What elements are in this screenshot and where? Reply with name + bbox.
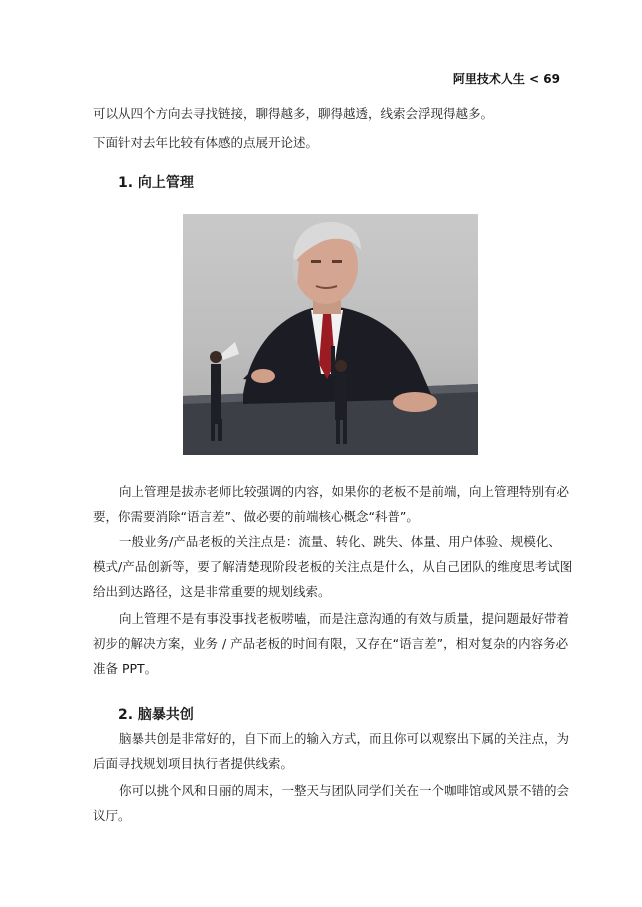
section-heading-brainstorm: 2. 脑暴共创 [118,707,194,723]
section1-paragraph-1: 向上管理是拔赤老师比较强调的内容，如果你的老板不是前端，向上管理特别有必要，你需要消除“语言差”、做必要的前端核心概念“科普”。 [93,484,570,524]
section1-paragraph-2: 一般业务/产品老板的关注点是：流量、转化、跳失、体量、用户体验、规模化、模式/产品创新等，要了解清楚现阶段老板的关注点是什么，从自己团队的维度思考试图给出到达路径，这是非常重要的规划线索。 [93,534,573,599]
photo-illustration [183,214,478,455]
section2-paragraph-1: 脑暴共创是非常好的，自下而上的输入方式，而且你可以观察出下属的关注点，为后面寻找规划项目执行者提供线索。 [93,731,570,771]
intro-paragraph-2: 下面针对去年比较有体感的点展开论述。 [93,135,319,150]
section2-paragraph-2: 你可以挑个风和日丽的周末，一整天与团队同学们关在一个咖啡馆或风景不错的会议厅。 [93,783,570,823]
businessman-with-miniature-people-photo [183,214,478,455]
section1-paragraph-3: 向上管理不是有事没事找老板唠嗑，而是注意沟通的有效与质量，提问题最好带着初步的解决方案，业务 / 产品老板的时间有限，又存在“语言差”，相对复杂的内容务必准备 PPT。 [93,611,570,676]
section-heading-upward-management: 1. 向上管理 [118,175,194,191]
running-header: 阿里技术人生 < 69 [452,72,560,86]
intro-paragraph-1: 可以从四个方向去寻找链接，聊得越多，聊得越透，线索会浮现得越多。 [93,106,494,121]
